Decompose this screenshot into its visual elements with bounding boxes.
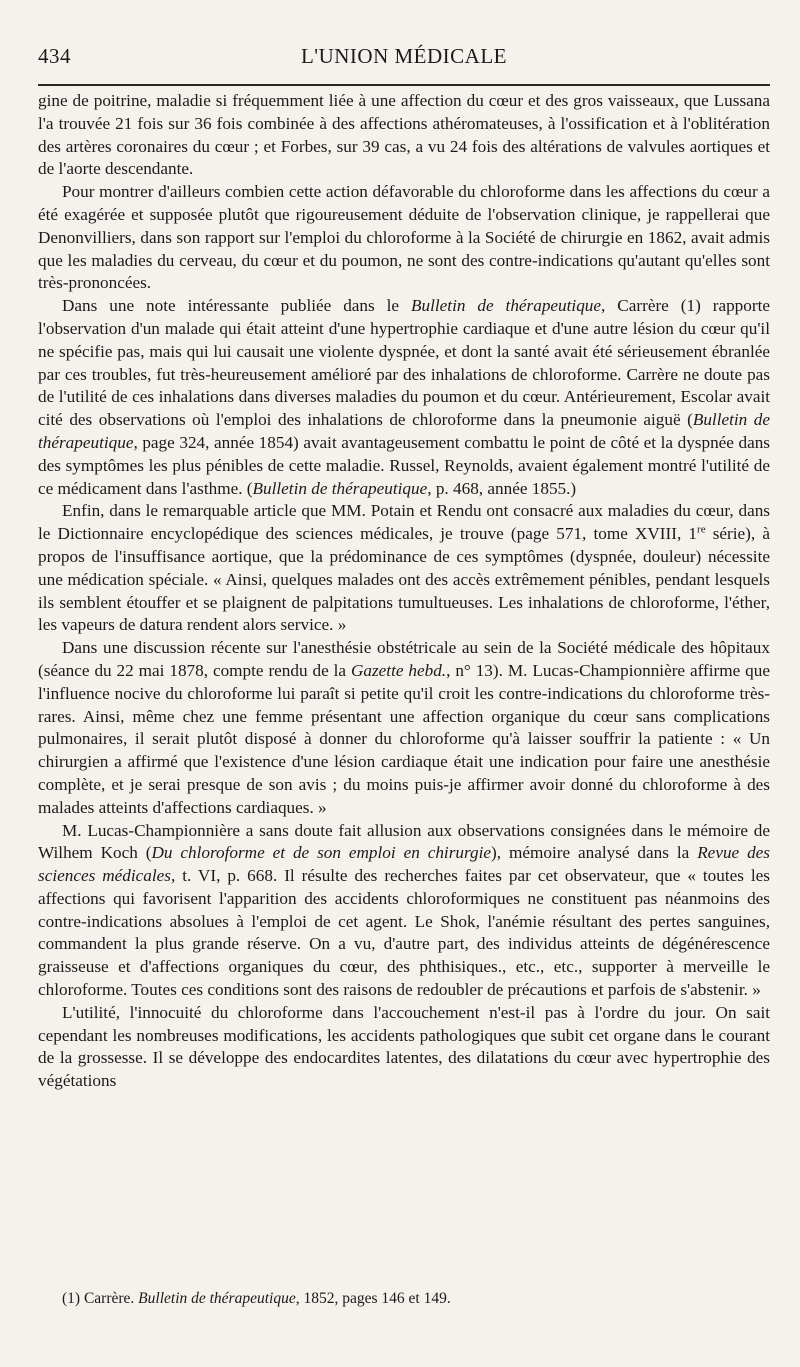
text-run: , n° 13). M. Lucas-Championnière affirme que l'influence nocive du chloroforme lui paraît si petite qu'il croit les contre-indications du chloroforme très-rares. Ainsi, même chez une femme présentant une affection organique du cœur sans complications pulmonaires, il serait plutôt disposé à donner du chloroforme qu'à laisser souffrir la patiente : « Un chirurgien a affirmé que l'existence d'une lésion cardiaque était une indication pour faire une anesthésie complète, et je serai presque de son avis ; du moins puis-je affirmer avoir donné du chloroforme à des malades atteints d'affections cardiaques. » <box>38 660 770 817</box>
paragraph-2: Pour montrer d'ailleurs combien cette action défavorable du chloroforme dans les affections du cœur a été exagérée et supposée plutôt que rigoureusement déduite de l'observation clinique, je rappellerai que Denonvilliers, dans son rapport sur l'emploi du chloroforme à la Société de chirurgie en 1862, avait admis que les maladies du cerveau, du cœur et du poumon, ne sont des contre-indications qu'autant qu'elles sont très-prononcées. <box>38 182 770 293</box>
paragraph-6 <box>38 820 770 1002</box>
text-run: , 1852, pages 146 et 149. <box>295 1290 451 1307</box>
citation: Revue des sciences médicales <box>38 843 770 886</box>
text-run: Dans une discussion récente sur l'anesthésie obstétricale au sein de la Société médicale des hôpitaux (séance du 22 mai 1878, compte rendu de la <box>38 638 770 680</box>
running-head: L'UNION MÉDICALE <box>300 44 507 68</box>
text-run: ), mémoire analysé dans la <box>491 843 698 863</box>
paragraph-1: gine de poitrine, maladie si fréquemment liée à une affection du cœur et des gros vaisseaux, que Lussana l'a trouvée 21 fois sur 36 fois combinée à des affections athéromateuses, à l'ossification et à l'oblitération des artères coronaires du cœur ; et Forbes, sur 39 cas, a vu 24 fois des altérations de valvules aortiques et de l'aorte descendante. <box>38 91 770 179</box>
text-run: , page 324, année 1854) avait avantageusement combattu le point de côté et la dyspnée dans des symptômes les plus pénibles de cette maladie. Russel, Reynolds, avaient également montré l'utilité de ce médicament dans l'asthme. ( <box>38 432 770 498</box>
text-run: , p. 468, année 1855.) <box>427 478 577 498</box>
citation: Bulletin de thérapeutique <box>138 1290 296 1307</box>
text-run: Enfin, dans le remarquable article que MM. Potain et Rendu ont consacré aux maladies du cœur, dans le Dictionnaire encyclopédique des sciences médicales, je trouve (page 571, tome XVIII, 1 <box>38 501 770 544</box>
citation: Bulletin de thérapeutique <box>252 478 428 498</box>
text-run: (1) Carrère. <box>62 1290 139 1307</box>
paragraph-4 <box>38 500 770 637</box>
paragraph-7: L'utilité, l'innocuité du chloroforme dans l'accouchement n'est-il pas à l'ordre du jour. On sait cependant les nombreuses modifications, les accidents pathologiques que subit cet organe dans le courant de la grossesse. Il se développe des endocardites latentes, des dilatations du cœur avec hypertrophie des végétations <box>38 1002 770 1091</box>
paragraph-3 <box>38 295 770 500</box>
citation: Bulletin de thérapeutique <box>38 410 770 452</box>
text-run: Dans une note intéressante publiée dans le <box>62 296 412 316</box>
citation: Bulletin de thérapeutique <box>411 296 602 316</box>
citation: Gazette hebd. <box>350 660 447 680</box>
footnote <box>62 1289 770 1309</box>
page-number: 434 <box>38 44 71 68</box>
text-run: M. Lucas-Championnière a sans doute fait allusion aux observations consignées dans le mémoire de Wilhem Koch ( <box>38 820 770 863</box>
text-run: , Carrère (1) rapporte l'observation d'un malade qui était atteint d'une hypertrophie cardiaque et d'une autre lésion du cœur qu'il ne spécifie pas, mais qui lui causait une violente dyspnée, et dont la santé avait été sérieusement ébranlée par ces troubles, fut très-heureusement amélioré par des inhalations de chloroforme. Carrère ne doute pas de l'utilité de ces inhalations dans diverses maladies du poumon et du cœur. Antérieurement, Escolar avait cité des observations où l'emploi des inhalations de chloroforme dans la pneumonie aiguë ( <box>38 296 771 430</box>
text-run: , t. VI, p. 668. Il résulte des recherches faites par cet observateur, que « toutes les affections qui favorisent l'apparition des accidents chloroformiques ne constituent pas néanmoins des contre-indications absolues à l'emploi de cet agent. Le Shok, l'anémie résultant des pertes sanguines, commandent la plus grande réserve. On a vu, d'autre part, des individus atteints de dégénérescence graisseuse et d'affections organiques du cœur, des phthisiques., etc., etc., supporter à merveille le chloroforme. Toutes ces conditions sont des raisons de redoubler de précautions et parfois de s'abstenir. » <box>38 866 770 1000</box>
citation: Du chloroforme et de son emploi en chirurgie <box>151 843 492 863</box>
body-text <box>38 90 770 1093</box>
text-run: série), à propos de l'insuffisance aortique, que la prédominance de ces symptômes (dyspnée, douleur) nécessite une médication spéciale. « Ainsi, quelques malades ont des accès extrêmement pénibles, pendant lesquels ils semblent étouffer et se plaignent de palpitations tumultueuses. Les inhalations de chloroforme, l'éther, les vapeurs de datura rendent alors service. » <box>38 524 770 635</box>
header-rule <box>38 84 770 86</box>
page-header <box>38 44 770 78</box>
paragraph-5 <box>38 637 770 819</box>
superscript: re <box>697 523 706 536</box>
